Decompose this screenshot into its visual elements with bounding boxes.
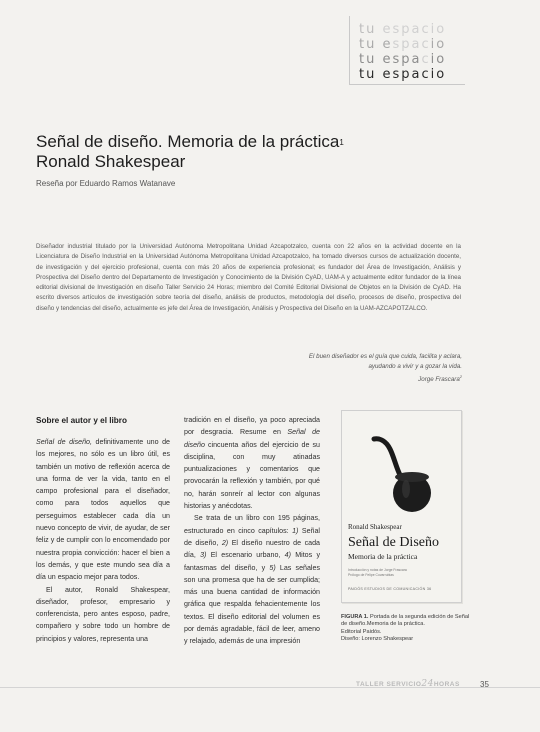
paragraph: Señal de diseño, definitivamente uno de los mejores, no sólo es un libro útil, es también un motivo de reflexión acerca de una forma de ver la vida, tanto en el campo profesional para el diseñador, como para todos aquellos que perseguimos establecer cada día un nuevo concepto de vivir, de ayudar, de ser feliz y de cumplir con lo encomendado por nuestra propia convicción: hacer el bien a los demás, y que este mundo sea día a día un espacio mejor para todos. xyxy=(36,438,170,582)
book-credit-line: Introducción y notas de Jorge Frascara xyxy=(348,568,407,572)
paragraph: El autor, Ronald Shakespear, diseñador, profesor, empresario y conferencista, pero antes esposo, padre, compañero y sobre todo un hombre de principios y valores, representa una xyxy=(36,585,170,643)
article-title xyxy=(36,132,344,172)
page-number: 35 xyxy=(480,680,489,689)
caption-line-3: Diseño: Lorenzo Shakespear xyxy=(341,636,414,643)
logo-line-4: tu espacio xyxy=(359,67,447,82)
title-footnote-marker: 1 xyxy=(339,138,344,147)
body-column-1 xyxy=(36,436,170,645)
book-cover-image xyxy=(341,410,462,603)
pipe-icon xyxy=(370,435,434,517)
logo-line-1: tu espacio xyxy=(359,22,447,37)
title-line-2: Ronald Shakespear xyxy=(36,152,186,171)
quote-author: Jorge Frascara$^2$ xyxy=(418,374,462,384)
book-publisher: PAIDÓS ESTUDIOS DE COMUNICACIÓN 36 xyxy=(348,587,432,591)
section-heading: Sobre el autor y el libro xyxy=(36,416,127,425)
figure-caption xyxy=(341,614,471,644)
epigraph-quote xyxy=(309,352,462,385)
quote-line-2: ayudando a vivir y a gozar la vida. xyxy=(368,363,462,370)
paragraph: tradición en el diseño, ya poco apreciada por desgracia. Resume en Señal de diseño cincuenta años del ejercicio de su disciplina, con muy atinadas puntualizaciones y comentarios que provocarán la reflexión y también, por qué no, harán sonreír al lector con algunas historias y anécdotas. xyxy=(184,416,320,511)
logo-line-2: tu espacio xyxy=(359,37,447,52)
caption-line-2: Editorial Paidós. xyxy=(341,628,382,635)
author-bio-abstract: Diseñador industrial titulado por la Universidad Autónoma Metropolitana Unidad Azcapotzalco, cuenta con 22 años en la actividad docente en la Licenciatura de Diseño Industrial en la Universidad Autónoma Metropolitana Unidad Azcapotzalco, ha tomado diversos cursos de actualización docente, de investigación y del ejercicio profesional, cuenta con más 20 años de experiencia profesional; es fundador del Área de Investigación, Análisis y Prospectiva del Diseño dentro del Departamento de Investigación y Conocimiento de la División CyAD, UAM-A y actualmente editor fundador de la línea editorial divisional de Investigación en diseño Taller Servicio 24 Horas; miembro del Comité Editorial Divisional de Objetos en la División de CyAD. Ha escrito diversos artículos de investigación sobre teoría del diseño, análisis de productos, metodología del diseño, procesos de diseño, prospectiva del diseño y tendencias del diseño, actualmente es jefe del Área de Investigación, Análisis y Prospectiva del Diseño en la UAM-AZCAPOTZALCO. xyxy=(36,243,461,312)
book-author: Ronald Shakespear xyxy=(348,523,402,531)
review-author: Reseña por Eduardo Ramos Watanave xyxy=(36,179,176,188)
caption-line-1: FIGURA 1. Portada de la segunda edición de Señal de diseño.Memoria de la práctica. xyxy=(341,614,470,628)
footer-label: TALLER SERVICIO24HORAS xyxy=(356,679,460,689)
book-credit-line: Prólogo de Felipe Covarrubias xyxy=(348,573,394,577)
quote-footnote-marker: 2 xyxy=(459,374,462,379)
body-column-2 xyxy=(184,414,320,648)
section-logo xyxy=(349,16,465,85)
book-subtitle: Memoria de la práctica xyxy=(348,552,418,561)
title-line-1: Señal de diseño. Memoria de la práctica$^1$ xyxy=(36,132,344,151)
book-title: Señal de Diseño xyxy=(348,535,439,550)
quote-line-1: El buen diseñador es el guía que cuida, facilita y aclara, xyxy=(308,353,462,360)
paragraph: Se trata de un libro con 195 páginas, estructurado en cinco capítulos: 1) Señal de diseño, 2) El diseño nuestro de cada día, 3) El escenario urbano, 4) Mitos y fantasmas del diseño, y 5) Las señales son una promesa que ha de ser cumplida; más una buena cantidad de información gráfica que respalda fehacientemente los textos. El diseño editorial del volumen es por demás agradable, fácil de leer, ameno y relajado, además de una impresión xyxy=(184,514,320,646)
logo-line-3: tu espacio xyxy=(359,52,447,67)
